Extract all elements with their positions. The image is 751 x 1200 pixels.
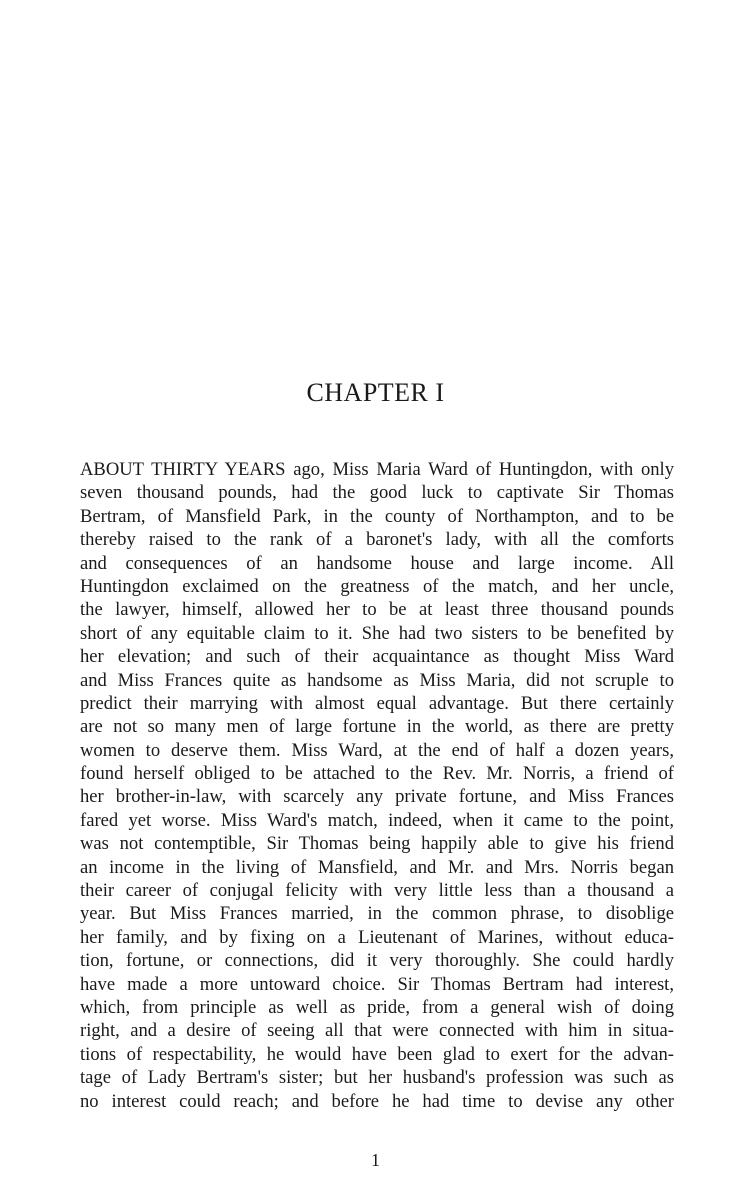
paragraph-line: her brother-in-law, with scarcely any private fortune, and Miss Frances	[80, 786, 674, 808]
paragraph-line: and consequences of an handsome house and large income. All	[80, 552, 674, 574]
paragraph-line: seven thousand pounds, had the good luck to captivate Sir Thomas	[80, 482, 674, 504]
paragraph-line: women to deserve them. Miss Ward, at the end of half a dozen years,	[80, 739, 674, 761]
paragraph-line: tion, fortune, or connections, did it very thoroughly. She could hardly	[80, 950, 674, 972]
chapter-title: CHAPTER I	[306, 378, 445, 407]
paragraph-line: right, and a desire of seeing all that were connected with him in situa-	[80, 1020, 674, 1042]
paragraph-line: no interest could reach; and before he had time to devise any other	[80, 1090, 674, 1112]
line-text: ago, Miss Maria Ward of Huntingdon, with only	[285, 459, 674, 480]
paragraph-line: her elevation; and such of their acquaintance as thought Miss Ward	[80, 646, 674, 668]
paragraph-line: the lawyer, himself, allowed her to be at least three thousand pounds	[80, 599, 674, 621]
paragraph-line: year. But Miss Frances married, in the common phrase, to disoblige	[80, 903, 674, 925]
paragraph-line: her family, and by fixing on a Lieutenant of Marines, without educa-	[80, 926, 674, 948]
paragraph-line: predict their marrying with almost equal advantage. But there certainly	[80, 692, 674, 714]
paragraph-line: are not so many men of large fortune in the world, as there are pretty	[80, 716, 674, 738]
page-number: 1	[371, 1150, 380, 1170]
paragraph-line: fared yet worse. Miss Ward's match, indeed, when it came to the point,	[80, 809, 674, 831]
paragraph-line: short of any equitable claim to it. She had two sisters to be benefited by	[80, 622, 674, 644]
paragraph-line: Huntingdon exclaimed on the greatness of the match, and her uncle,	[80, 575, 674, 597]
paragraph-line: Bertram, of Mansfield Park, in the county of Northampton, and to be	[80, 505, 674, 527]
paragraph-line: an income in the living of Mansfield, and Mr. and Mrs. Norris began	[80, 856, 674, 878]
paragraph-line: was not contemptible, Sir Thomas being happily able to give his friend	[80, 833, 674, 855]
paragraph-line: tions of respectability, he would have been glad to exert for the advan-	[80, 1043, 674, 1065]
lead-in-small-caps: ABOUT THIRTY YEARS	[80, 459, 286, 480]
paragraph-line: their career of conjugal felicity with very little less than a thousand a	[80, 880, 674, 902]
paragraph-line: thereby raised to the rank of a baronet's lady, with all the comforts	[80, 529, 674, 551]
paragraph-line: found herself obliged to be attached to the Rev. Mr. Norris, a friend of	[80, 763, 674, 785]
body-text	[80, 458, 674, 1113]
paragraph-first-line	[80, 458, 674, 481]
paragraph-line: tage of Lady Bertram's sister; but her husband's profession was such as	[80, 1067, 674, 1089]
paragraph-line: which, from principle as well as pride, from a general wish of doing	[80, 996, 674, 1018]
paragraph-line: and Miss Frances quite as handsome as Miss Maria, did not scruple to	[80, 669, 674, 691]
paragraph-line: have made a more untoward choice. Sir Thomas Bertram had interest,	[80, 973, 674, 995]
